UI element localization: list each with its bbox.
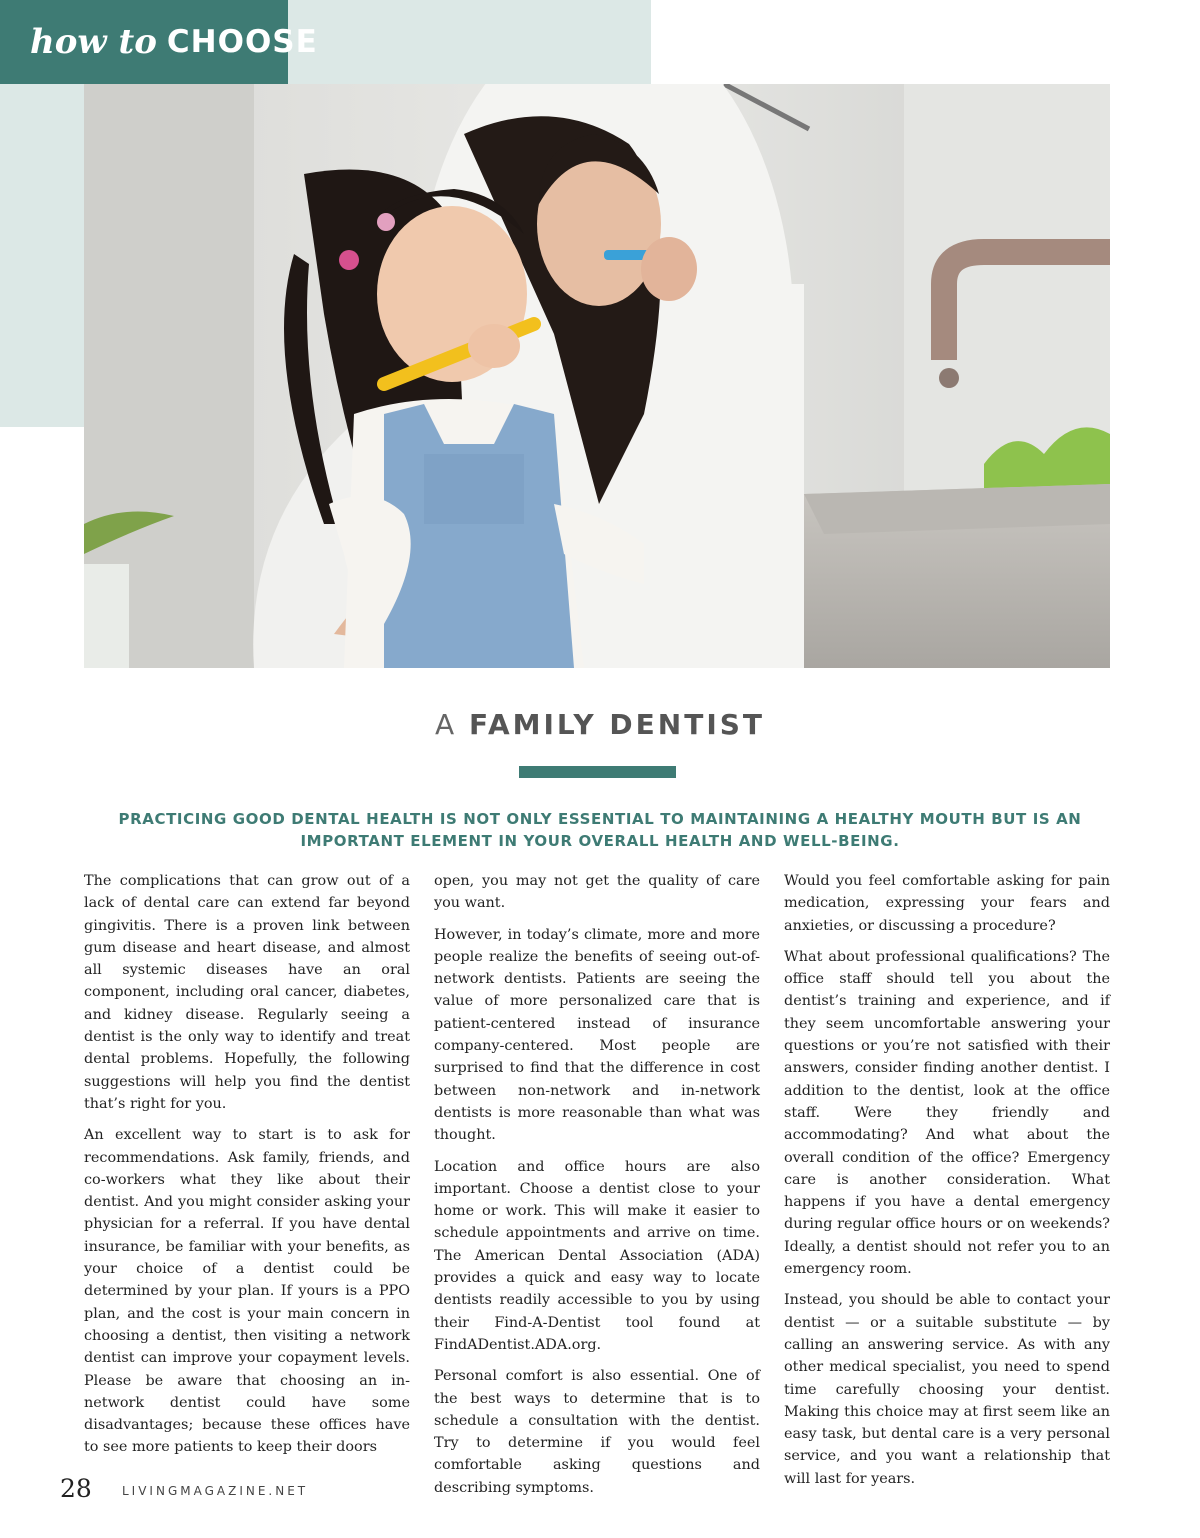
body-paragraph: open, you may not get the quality of care you want.: [434, 873, 760, 912]
decorative-tint-block-top: [288, 0, 651, 84]
body-paragraph: Instead, you should be able to contact your dentist — or a suitable substitute — by calling an answering service. As with any other medical specialist, you need to spend time carefully choosing your dentist. Making this choice may at first seem like an easy task, but dental care is a very personal service, and you want a relationship that will last for years.: [784, 1292, 1110, 1487]
body-paragraph: Personal comfort is also essential. One of the best ways to determine that is to schedule a consultation with the dentist. Try to determine if you would feel comfortable asking questions and describing symptoms.: [434, 1368, 760, 1496]
page-number: 28: [60, 1474, 92, 1503]
body-paragraph: An excellent way to start is to ask for recommendations. Ask family, friends, and co-workers what they like about their dentist. And you might consider asking your physician for a referral. If you have dental insurance, be familiar with your benefits, as your choice of a dentist could be determined by your plan. If yours is a PPO plan, and the cost is your main concern in choosing a dentist, then visiting a network dentist can improve your copayment levels. Please be aware that choosing an in-network dentist could have some disadvantages; because these offices have to see more patients to keep their doors: [84, 1127, 410, 1456]
body-paragraph: The complications that can grow out of a lack of dental care can extend far beyond gingivitis. There is a proven link between gum disease and heart disease, and almost all systemic diseases have an oral component, including oral cancer, diabetes, and kidney disease. Regularly seeing a dentist is the only way to identify and treat dental problems. Hopefully, the following suggestions will help you find the dentist that’s right for you.: [84, 873, 410, 1112]
article-deck: PRACTICING GOOD DENTAL HEALTH IS NOT ONLY ESSENTIAL TO MAINTAINING A HEALTHY MOUTH BUT IS AN IMPORTANT ELEMENT IN YOUR OVERALL HEALTH AND WELL-BEING.: [118, 810, 1082, 850]
headline-rule: [519, 766, 676, 778]
site-url: LIVINGMAGAZINE.NET: [122, 1484, 309, 1498]
body-column-2: [434, 870, 760, 1508]
body-paragraph: However, in today’s climate, more and more people realize the benefits of seeing out-of-network dentists. Patients are seeing the value of more personalized care that is patient-centered instead of insurance company-centered. Most people are surprised to find that the difference in cost between non-network and in-network dentists is more reasonable than what was thought.: [434, 926, 760, 1144]
decorative-tint-block-left: [0, 84, 84, 427]
body-paragraph: What about professional qualifications? The office staff should tell you about the dentist’s training and experience, and if they seem uncomfortable answering your questions or you’re not satisfied with their answers, consider finding another dentist. I addition to the dentist, look at the office staff. Were they friendly and accommodating? And what about the overall condition of the office? Emergency care is another consideration. What happens if you have a dental emergency during regular office hours or on weekends? Ideally, a dentist should not refer you to an emergency room.: [784, 948, 1110, 1278]
hero-photo: [84, 84, 1110, 668]
body-paragraph: Location and office hours are also important. Choose a dentist close to your home or work. This will make it easier to schedule appointments and arrive on time. The American Dental Association (ADA) provides a quick and easy way to locate dentists readily accessible to you by using their Find-A-Dentist tool found at FindADentist.ADA.org.: [434, 1158, 760, 1353]
body-column-1: [84, 870, 410, 1468]
article-headline: [0, 708, 1200, 741]
section-banner-title: CHOOSE: [166, 24, 318, 60]
body-column-3: [784, 870, 1110, 1499]
headline-prefix: A: [434, 708, 458, 741]
body-paragraph: Would you feel comfortable asking for pain medication, expressing your fears and anxieties, or discussing a procedure?: [784, 873, 1110, 934]
headline-main: FAMILY DENTIST: [469, 708, 766, 741]
hero-photo-illustration: [84, 84, 1110, 668]
section-banner: [0, 0, 318, 84]
section-banner-script: how to: [30, 22, 157, 62]
